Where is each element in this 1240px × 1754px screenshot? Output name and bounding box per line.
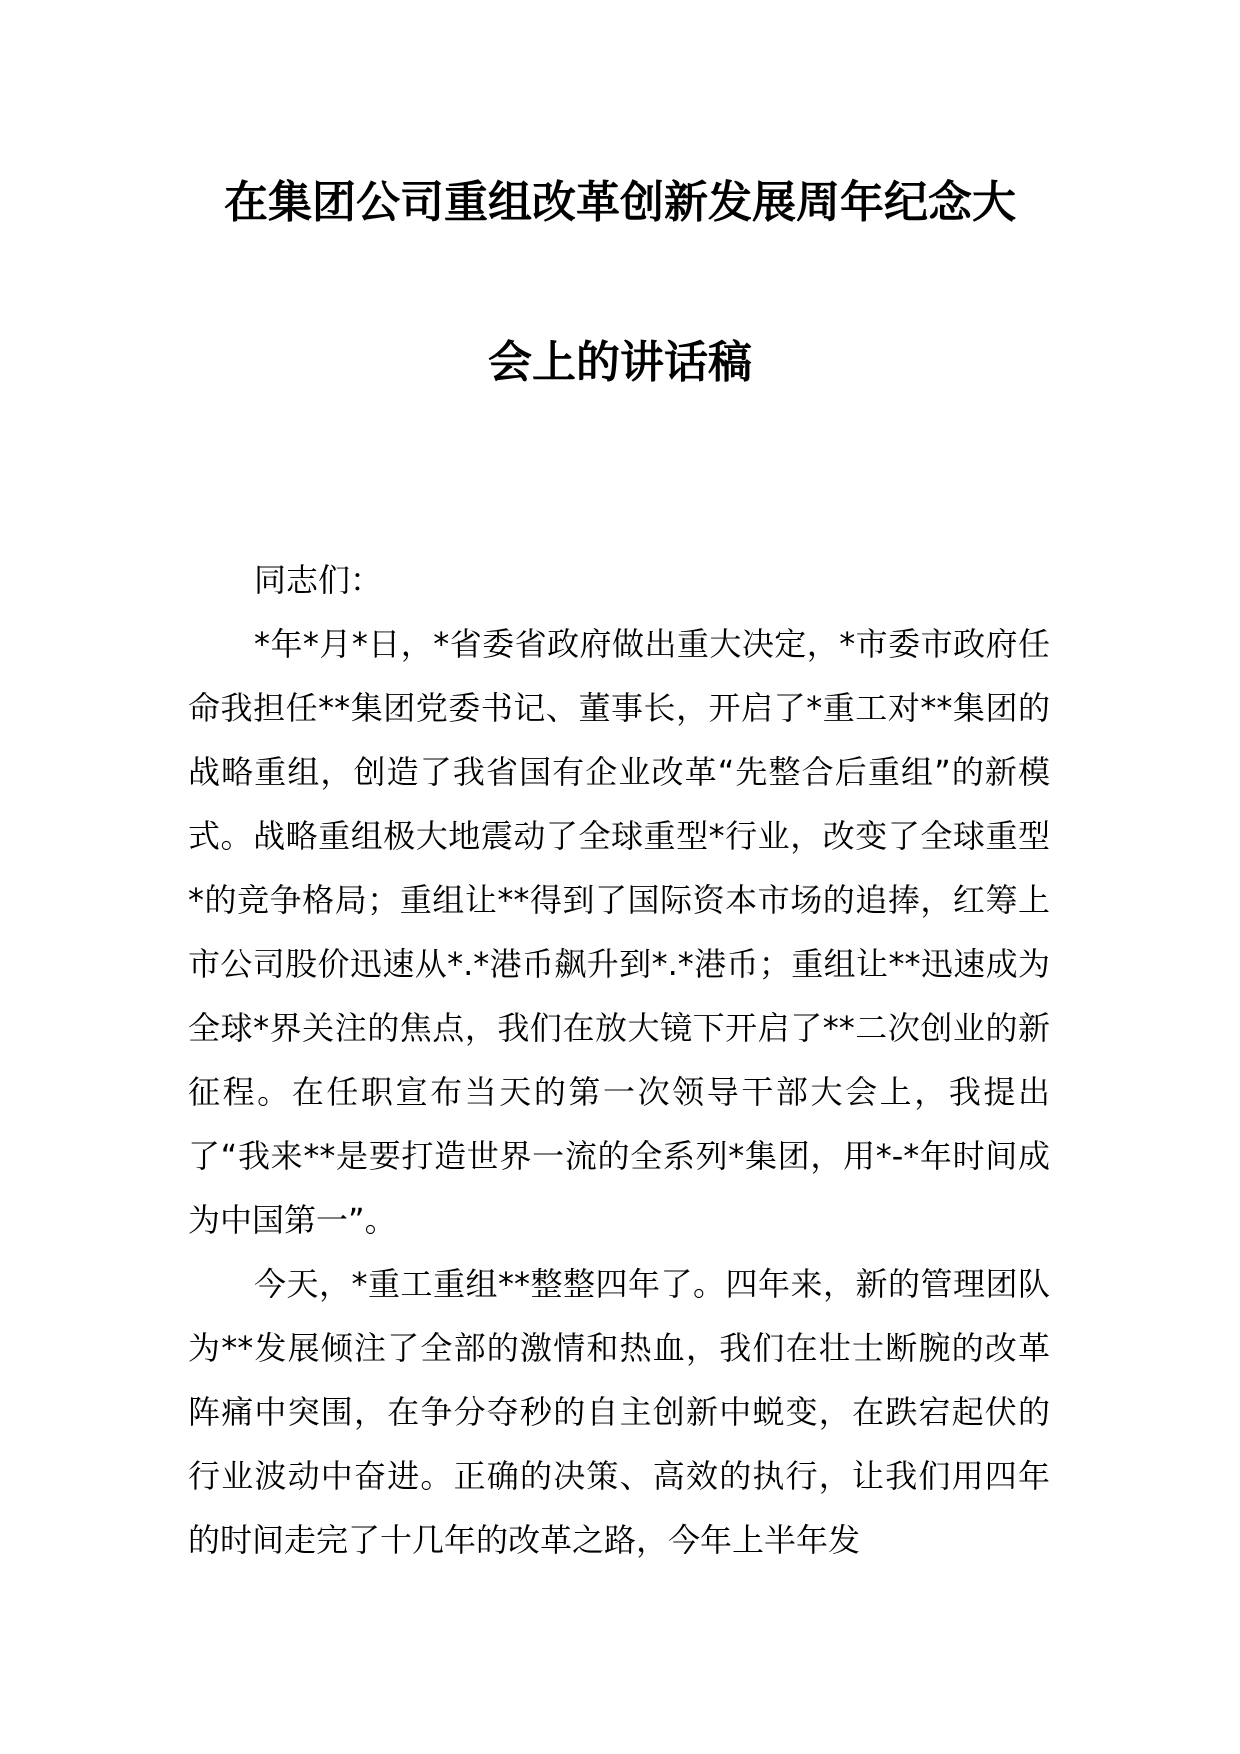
salutation: 同志们： bbox=[254, 561, 383, 599]
title-line-2: 会上的讲话稿 bbox=[488, 337, 752, 388]
document-title bbox=[170, 168, 1070, 488]
document-body bbox=[188, 548, 1050, 1572]
title-line-1: 在集团公司重组改革创新发展周年纪念大 bbox=[224, 177, 1016, 228]
paragraph-2: 今天，*重工重组**整整四年了。四年来，新的管理团队为**发展倾注了全部的激情和热血，我们在壮士断腕的改革阵痛中突围，在争分夺秒的自主创新中蜕变，在跌宕起伏的行业波动中奋进。正确的决策、高效的执行，让我们用四年的时间走完了十几年的改革之路，今年上半年发 bbox=[188, 1265, 1050, 1559]
paragraph-1: *年*月*日，*省委省政府做出重大决定，*市委市政府任命我担任**集团党委书记、董事长，开启了*重工对**集团的战略重组，创造了我省国有企业改革“先整合后重组”的新模式。战略重组极大地震动了全球重型*行业，改变了全球重型*的竞争格局；重组让**得到了国际资本市场的追捧，红筹上市公司股价迅速从*.*港币飙升到*.*港币；重组让**迅速成为全球*界关注的焦点，我们在放大镜下开启了**二次创业的新征程。在任职宣布当天的第一次领导干部大会上，我提出了“我来**是要打造世界一流的全系列*集团，用*-*年时间成为中国第一”。 bbox=[188, 625, 1050, 1239]
